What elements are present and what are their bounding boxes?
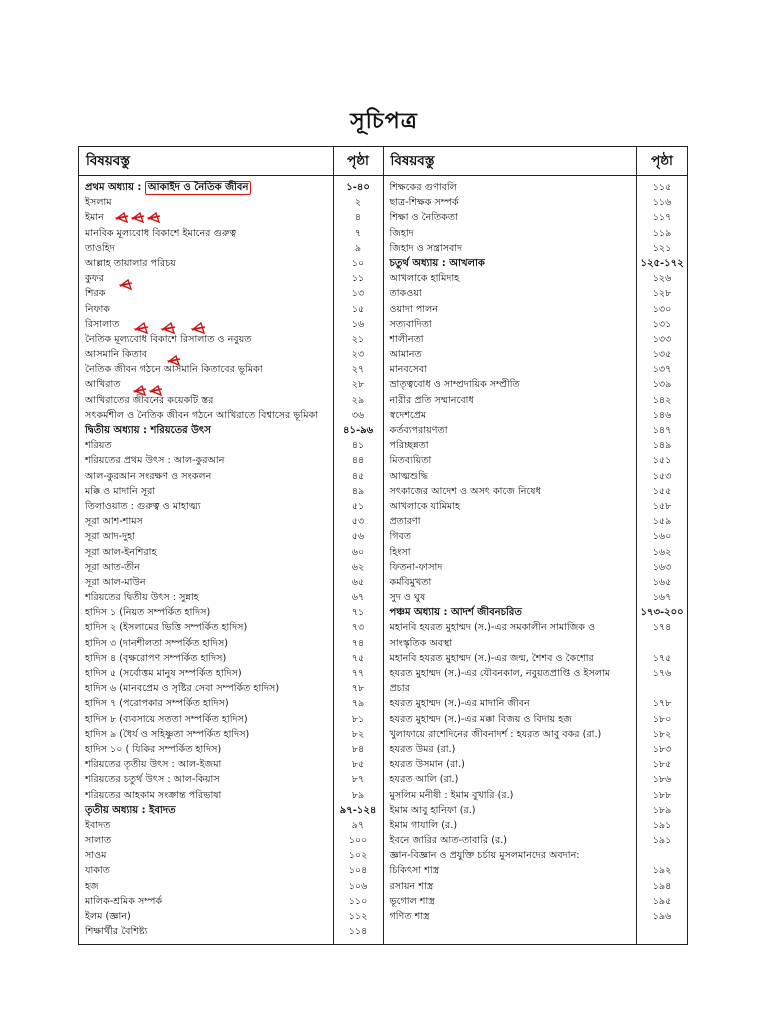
toc-entry-title: তৃতীয় অধ্যায় : ইবাদত — [85, 804, 176, 816]
toc-entry-page: ১৯১ — [652, 835, 672, 847]
toc-entry-page: ১৭৫ — [652, 652, 672, 664]
toc-entry-page: ৭৩ — [351, 622, 365, 634]
toc-entry-page: ১৪২ — [652, 394, 672, 406]
toc-entry-title: ইবনে জারির আত-তাবারি (র.) — [389, 835, 508, 847]
toc-entry-page: ২১ — [351, 333, 365, 345]
toc-entry-page: ৪১-৯৬ — [342, 425, 374, 436]
toc-entry-page: ১১ — [351, 273, 365, 285]
toc-entry-page: ৭১ — [351, 607, 365, 619]
toc-entry-page: ৭৮ — [351, 683, 365, 695]
toc-entry-page: ১২৬ — [652, 273, 672, 285]
right-page-list — [637, 176, 687, 924]
toc-entry-title: ইলম (জ্ঞান) — [85, 911, 131, 922]
toc-entry-title: হযরত উমর (রা.) — [389, 743, 456, 755]
toc-entry-page: ১১৫ — [652, 182, 672, 193]
toc-entry-title: জিহাদ ও সন্ত্রাসবাদ — [389, 242, 463, 254]
toc-entry-title: কর্মবিমুখতা — [389, 576, 432, 588]
toc-entry-title: নৈতিক মূল্যবোধ বিকাশে রিসালাত ও নবুয়ত — [85, 333, 252, 345]
page-title: সূচিপত্র — [350, 108, 418, 134]
toc-entry-title: আখলাকে হামিদাহ — [389, 273, 460, 285]
toc-entry-page: ৭৯ — [351, 698, 365, 710]
toc-entry-title: আমানত — [389, 349, 422, 361]
toc-entry-title: খুলাফায়ে রাশেদিনের জীবনাদর্শ : হযরত আবু বকর (রা.) — [389, 728, 602, 740]
toc-entry-page: ১৬২ — [652, 546, 672, 558]
toc-entry-page: ১৩ — [351, 288, 365, 300]
toc-entry-page: ১৫৩ — [652, 470, 672, 482]
toc-entry-title: হাদিস ৫ (সর্বোত্তম মানুষ সম্পর্কিত হাদিস) — [85, 668, 242, 679]
toc-entry-title: জ্ঞান-বিজ্ঞান ও প্রযুক্তি চর্চায় মুসলমানদের অবদান: — [389, 850, 580, 862]
toc-entry-page: ২৭ — [351, 364, 365, 376]
toc-entry-page: ১৫৮ — [652, 500, 672, 512]
toc-entry-title: শরিয়তের দ্বিতীয় উৎস : সুন্নাহ — [85, 592, 199, 604]
toc-entry-title: হযরত মুহাম্মদ (স.)-এর মাদানি জীবন — [389, 698, 530, 710]
toc-entry-page: ৮২ — [351, 728, 365, 740]
toc-entry-page: ১৮০ — [652, 713, 672, 725]
toc-entry-title: আল্লাহ তায়ালার পরিচয় — [85, 257, 176, 269]
toc-entry-page: ১৮৫ — [652, 759, 672, 771]
toc-entry-page: ১০০ — [348, 835, 368, 847]
toc-entry-page: ৮৫ — [351, 759, 365, 771]
toc-entry-title: ইসলাম — [85, 197, 112, 209]
toc-entry-page: ১৮৩ — [652, 743, 672, 755]
left-subject-header: বিষয়বস্তু — [79, 147, 333, 176]
toc-entry-title: দ্বিতীয় অধ্যায় : শরিয়তের উৎস — [85, 425, 211, 436]
toc-entry-title: হাদিস ১ (নিয়ত সম্পর্কিত হাদিস) — [85, 607, 211, 619]
toc-entry-page: ১০৬ — [348, 880, 368, 892]
toc-entry-page: ৪৪ — [351, 455, 365, 467]
toc-entry-title: সালাত — [85, 835, 112, 847]
toc-entry-title: হাদিস ২ (ইসলামের ভিত্তি সম্পর্কিত হাদিস) — [85, 622, 248, 634]
toc-entry-page: ৩৬ — [351, 409, 365, 421]
toc-entry-page: ১১২ — [348, 911, 368, 922]
toc-entry-page: ১০ — [351, 257, 365, 269]
toc-entry-title: সুদ ও ঘুষ — [389, 592, 426, 604]
toc-entry-title: হাদিস ৭ (পরোপকার সম্পর্কিত হাদিস) — [85, 698, 229, 710]
toc-entry-page: ৪৫ — [351, 470, 365, 482]
toc-entry-page: ৮৭ — [351, 774, 365, 786]
toc-entry-title: প্রতারণা — [389, 516, 421, 528]
toc-entry-page: ১৪৬ — [652, 409, 672, 421]
toc-entry-page: ১৮৬ — [652, 774, 672, 786]
toc-entry-title: মক্কি ও মাদানি সূরা — [85, 485, 156, 497]
toc-entry-title: চিকিৎসা শাস্ত্র — [389, 865, 440, 877]
toc-entry-page: ১২৫-১৭২ — [640, 257, 684, 269]
toc-entry-page: ১০২ — [348, 850, 368, 862]
toc-entry-title: গণিত শাস্ত্র — [389, 911, 430, 923]
toc-entry-title: শরিয়তের আহকাম সংক্রান্ত পরিভাষা — [85, 789, 222, 801]
toc-entry-title: কর্তব্যপরায়ণতা — [389, 425, 448, 436]
toc-entry-title: ভ্রাতৃত্ববোধ ও সাম্প্রদায়িক সম্প্রীতি — [389, 379, 520, 391]
toc-entry-title: শরিয়ত — [85, 440, 112, 452]
toc-entry-page: ২ — [354, 197, 362, 209]
toc-entry-title: নিফাক — [85, 303, 110, 315]
toc-entry-page: ৯৭-১২৪ — [339, 804, 377, 816]
toc-entry-title: আল-কুরআন সংরক্ষণ ও সংকলন — [85, 470, 212, 482]
toc-entry-page: ৬২ — [351, 561, 365, 573]
toc-entry-title: নারীর প্রতি সম্মানবোধ — [389, 394, 474, 406]
toc-entry-page: ১৭৩-২০০ — [640, 607, 684, 619]
toc-entry-page: ৭৪ — [351, 637, 365, 649]
toc-entry-page: ১৬ — [351, 318, 365, 330]
left-subject-column — [79, 147, 334, 944]
toc-entry-page: ১২৮ — [652, 288, 672, 300]
toc-entry-title: হিংসা — [389, 546, 411, 558]
toc-entry-page: ১৩৭ — [652, 364, 672, 376]
toc-entry-title: আসমানি কিতাব — [85, 349, 147, 361]
toc-entry-title: শালীনতা — [389, 333, 424, 345]
toc-entry-title: রসায়ন শাস্ত্র — [389, 880, 434, 892]
toc-entry-page: ১৬০ — [652, 531, 672, 543]
toc-entry-page: ১৩৫ — [652, 349, 672, 361]
toc-entry-title: আখিরাতের জীবনের কয়েকটি স্তর — [85, 394, 214, 406]
toc-entry-page: ৭ — [354, 227, 362, 239]
toc-entry-title: হাদিস ৮ (ব্যবসায়ে সততা সম্পর্কিত হাদিস) — [85, 713, 248, 725]
toc-entry-page: ১১৯ — [652, 227, 672, 239]
left-page-list — [334, 176, 383, 939]
toc-entry-page: ৬৭ — [351, 592, 365, 604]
toc-entry-page: ৮৪ — [351, 743, 365, 755]
toc-entry-page: ১৮২ — [652, 728, 672, 740]
toc-entry-page: ১৬৭ — [652, 592, 672, 604]
toc-entry-page: ১৩৩ — [652, 333, 672, 345]
toc-entry-title: ইমাম গাযালি (র.) — [389, 819, 458, 831]
toc-entry-title: হাদিস ৩ (দানশীলতা সম্পর্কিত হাদিস) — [85, 637, 229, 649]
toc-entry-title: হযরত আলি (রা.) — [389, 774, 459, 786]
toc-entry-title: শিক্ষকের গুণাবলি — [389, 182, 457, 193]
toc-entry-page: ১৫৫ — [652, 485, 672, 497]
toc-entry-title: ছাত্র-শিক্ষক সম্পর্ক — [389, 197, 459, 209]
toc-entry-title: শরিয়তের চতুর্থ উৎস : আল-কিয়াস — [85, 774, 220, 786]
toc-entry-page: ৯৭ — [351, 819, 365, 831]
toc-entry-page: ১৭৮ — [652, 698, 672, 710]
toc-entry-title: পঞ্চম অধ্যায় : আদর্শ জীবনচরিত — [389, 607, 522, 619]
toc-entry-title: মহানবি হযরত মুহাম্মদ (স.)-এর সমকালীন সামাজিক ও সাংস্কৃতিক অবস্থা — [389, 622, 596, 649]
toc-entry-page: ২৯ — [351, 394, 365, 406]
toc-entry-title: সৎকাজের আদেশ ও অসৎ কাজে নিষেধ — [389, 485, 541, 497]
toc-entry-title: পরিচ্ছন্নতা — [389, 440, 429, 452]
toc-entry-title: ইবাদত — [85, 819, 111, 831]
toc-entry-page: ১৯২ — [652, 865, 672, 877]
toc-entry-page: ১৪৯ — [652, 440, 672, 452]
toc-entry-title: সাওম — [85, 850, 107, 862]
toc-entry-title: মুসলিম মনীষী : ইমাম বুখারি (র.) — [389, 789, 514, 801]
right-page-column — [637, 147, 687, 944]
toc-entry-title: নৈতিক জীবন গঠনে আসমানি কিতাবের ভূমিকা — [85, 364, 263, 376]
toc-entry-title: সূরা আল-মাউন — [85, 576, 146, 588]
toc-entry-page: ১-৪০ — [346, 182, 370, 193]
toc-entry-page: ২৮ — [351, 379, 365, 391]
toc-entry-title: সূরা আত-তীন — [85, 561, 140, 573]
toc-entry-page: ৭৭ — [351, 668, 365, 679]
toc-entry-title: হাদিস ৯ (ধৈর্য ও সহিষ্ণুতা সম্পর্কিত হাদিস) — [85, 728, 250, 740]
toc-entry-title: শিক্ষার্থীর বৈশিষ্ট্য — [85, 926, 148, 938]
toc-entry-title: রিসালাত — [85, 318, 120, 330]
toc-entry-title: সত্যবাদিতা — [389, 318, 432, 330]
toc-entry-title: কুফর — [85, 273, 105, 285]
toc-entry-page: ১৮৮ — [652, 789, 672, 801]
toc-entry-page: ১৯৪ — [652, 880, 672, 892]
toc-entry-title: সূরা আল-ইনশিরাহ — [85, 546, 157, 558]
toc-entry-title: ফিতনা-ফাসাদ — [389, 561, 443, 573]
toc-entry-title: তাওহিদ — [85, 242, 115, 254]
toc-entry-page: ১৫ — [351, 303, 365, 315]
toc-entry-title: তিলাওয়াত : গুরুত্ব ও মাহাত্ম্য — [85, 500, 201, 512]
toc-entry-page: ১১০ — [348, 895, 368, 907]
toc-entry-page: ৪ — [354, 212, 362, 224]
toc-entry-page: ১১৪ — [348, 926, 368, 938]
toc-entry-page: ১১৬ — [652, 197, 672, 209]
toc-entry-title: হযরত মুহাম্মদ (স.)-এর যৌবনকাল, নবুয়তপ্রাপ্তি ও ইসলাম প্রচার — [389, 668, 611, 695]
toc-entry-page: ৪৯ — [351, 485, 365, 497]
left-page-header: পৃষ্ঠা — [334, 147, 383, 176]
toc-entry-title: মানবসেবা — [389, 364, 427, 376]
toc-entry-title: সূরা আশ-শামস — [85, 516, 143, 528]
toc-entry-page: ১৫৯ — [652, 516, 672, 528]
toc-entry-title: তাকওয়া — [389, 288, 422, 300]
toc-entry-title: ওয়াদা পালন — [389, 303, 439, 315]
toc-entry-page: ১৯৬ — [652, 911, 672, 923]
toc-entry-page: ৪১ — [351, 440, 365, 452]
toc-entry-title: হযরত উসমান (রা.) — [389, 759, 465, 771]
pen-box-mark: আকাইদ ও নৈতিক জীবন — [145, 181, 252, 195]
toc-entry-title: সৎকর্মশীল ও নৈতিক জীবন গঠনে আখিরাতে বিশ্বাসের ভূমিকা — [85, 409, 319, 421]
toc-entry-page: ১৩০ — [652, 303, 672, 315]
toc-entry-page: ৫৬ — [351, 531, 365, 543]
toc-entry-page: ১৫১ — [652, 455, 672, 467]
left-subject-list — [79, 176, 333, 939]
toc-entry-page: ১১৭ — [652, 212, 672, 224]
right-page-header: পৃষ্ঠা — [637, 147, 687, 176]
toc-entry-page: ৬৫ — [351, 576, 365, 588]
toc-entry-title: শিরক — [85, 288, 106, 300]
toc-entry-page: ১২১ — [652, 242, 672, 254]
toc-entry-title: শরিয়তের তৃতীয় উৎস : আল-ইজমা — [85, 759, 222, 771]
toc-entry-title: স্বদেশপ্রেম — [389, 409, 427, 421]
table-of-contents — [78, 146, 688, 945]
right-subject-list — [384, 176, 637, 924]
toc-entry-title: হাদিস ৪ (বৃক্ষরোপণ সম্পর্কিত হাদিস) — [85, 652, 227, 664]
toc-entry-page: ৬০ — [351, 546, 365, 558]
toc-entry-title: যাকাত — [85, 865, 111, 877]
toc-entry-title: হাদিস ১০ ( যিকির সম্পর্কিত হাদিস) — [85, 743, 222, 755]
toc-entry-page: ১৭৬ — [652, 668, 672, 680]
toc-entry-page: ১৩৯ — [652, 379, 672, 391]
toc-entry-page — [637, 848, 687, 863]
toc-entry-page: ১৪৭ — [652, 425, 672, 436]
toc-entry-title: আখিরাত — [85, 379, 121, 391]
toc-entry-title: সূরা আদ-দুহা — [85, 531, 136, 543]
toc-entry-title: শিক্ষা ও নৈতিকতা — [389, 212, 458, 224]
toc-entry-title: চতুর্থ অধ্যায় : আখলাক — [389, 257, 485, 269]
toc-entry-title — [79, 180, 333, 195]
toc-entry-title: মহানবি হযরত মুহাম্মদ (স.)-এর জন্ম, শৈশব ও কৈশোর — [389, 652, 594, 664]
toc-entry-page: ১৬৫ — [652, 576, 672, 588]
toc-entry-page: ১৯৫ — [652, 895, 672, 907]
toc-entry-page: ১৮৯ — [652, 804, 672, 816]
toc-entry-page: ২৩ — [351, 349, 365, 361]
toc-entry-page: ১৯১ — [652, 819, 672, 831]
toc-entry-title: ইমান — [85, 212, 104, 224]
toc-entry-title: গিবত — [389, 531, 412, 543]
toc-entry-title: আত্মশুদ্ধি — [389, 470, 428, 482]
toc-entry-title: হজ — [85, 880, 99, 892]
toc-entry-page: ১৬৩ — [652, 561, 672, 573]
toc-entry-title: শরিয়তের প্রথম উৎস : আল-কুরআন — [85, 455, 225, 467]
toc-entry-page: ৮৯ — [351, 789, 365, 801]
toc-entry-page: ৮১ — [351, 713, 365, 725]
toc-entry-title: হাদিস ৬ (মানবপ্রেম ও সৃষ্টির সেবা সম্পর্কিত হাদিস) — [85, 683, 280, 695]
toc-entry-page: ১০৪ — [348, 865, 368, 877]
toc-entry-title: মানবিক মূল্যবোধ বিকাশে ইমানের গুরুত্ব — [85, 227, 237, 239]
toc-entry-title: মিতব্যয়িতা — [389, 455, 432, 467]
toc-entry-title: মালিক-শ্রমিক সম্পর্ক — [85, 895, 163, 907]
toc-entry-title: জিহাদ — [389, 227, 414, 239]
toc-entry-title: ভূগোল শাস্ত্র — [389, 895, 435, 907]
toc-entry-page: ১৩১ — [652, 318, 672, 330]
toc-entry-title: ইমাম আবু হানিফা (র.) — [389, 804, 476, 816]
toc-entry-title: আখলাকে যামিমাহ — [389, 500, 461, 512]
toc-entry-title-prefix: প্রথম অধ্যায় : — [85, 182, 145, 193]
right-subject-column — [384, 147, 638, 944]
toc-entry-title: হযরত মুহাম্মদ (স.)-এর মক্কা বিজয় ও বিদায় হজ — [389, 713, 572, 725]
toc-entry-page: ১৭৪ — [652, 622, 672, 634]
toc-entry-page: ৭৫ — [351, 652, 365, 664]
left-page-column — [334, 147, 384, 944]
toc-entry-page: ৫১ — [351, 500, 365, 512]
right-subject-header: বিষয়বস্তু — [384, 147, 637, 176]
toc-entry-page: ৯ — [354, 242, 362, 254]
toc-entry-page: ৫৩ — [351, 516, 365, 528]
